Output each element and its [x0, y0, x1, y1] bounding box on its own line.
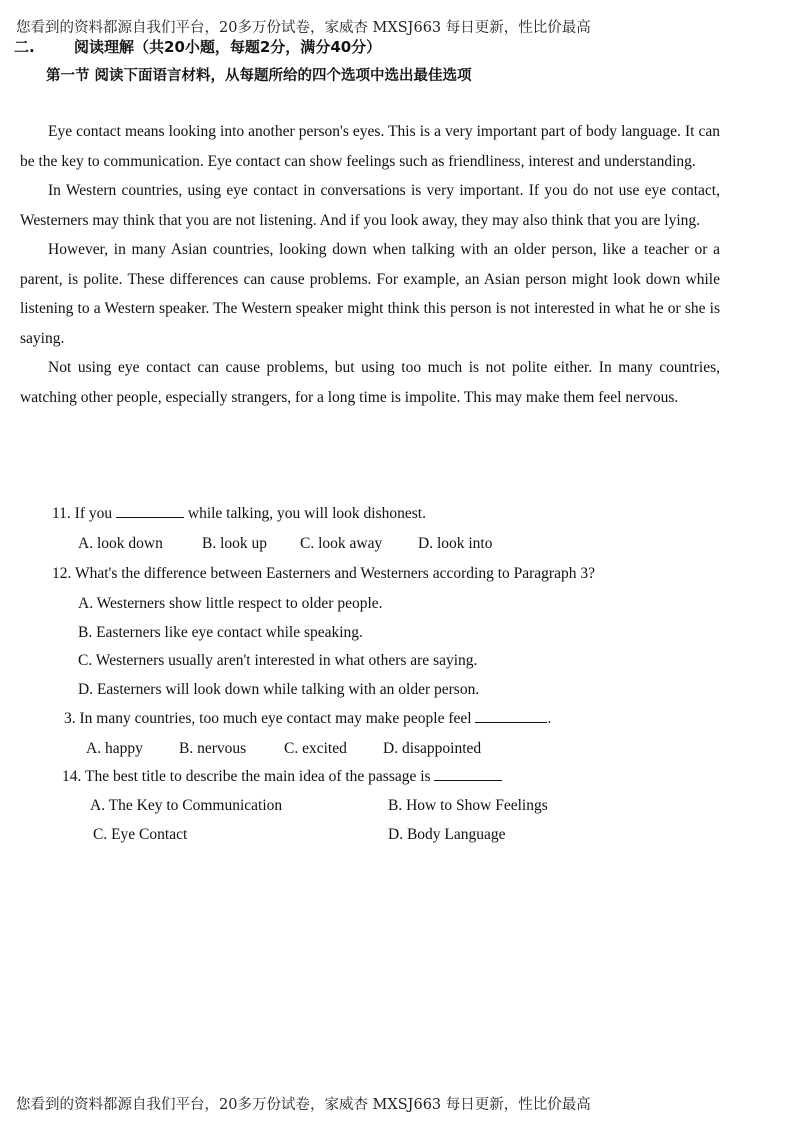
section-title: 阅读理解（共20小题，每题2分，满分40分）: [74, 38, 382, 56]
section-number: 二.: [14, 38, 35, 56]
option-d: D. Easterners will look down while talking with an older person.: [78, 681, 480, 698]
option-d: D. disappointed: [383, 740, 482, 757]
option-d: D. Body Language: [388, 826, 506, 843]
option-c: C. Eye Contact: [93, 826, 188, 843]
option-b: B. look up: [202, 535, 268, 552]
question-text: .: [547, 710, 552, 727]
question-text: 14. The best title to describe the main idea of the passage is: [62, 768, 431, 785]
question-text: while talking, you will look dishonest.: [187, 505, 426, 522]
question-12-stem: 12. What's the difference between Easterners and Westerners according to Paragraph 3?: [52, 565, 595, 582]
question-text: 3. In many countries, too much eye contact may make people feel: [64, 710, 472, 727]
answer-blank: [116, 505, 184, 518]
passage-paragraph-1: Eye contact means looking into another person's eyes. This is a very important part of body language. It can be the key to communication. Eye contact can show feelings such as friendliness, interest and understanding.: [20, 123, 720, 170]
option-c: C. Westerners usually aren't interested in what others are saying.: [78, 652, 478, 669]
answer-blank: [475, 710, 547, 723]
question-11-options: [78, 535, 493, 553]
option-b: B. Easterners like eye contact while speaking.: [78, 624, 363, 641]
question-11-stem: [52, 505, 426, 523]
watermark-banner-bottom: 您看到的资料都源自我们平台，20多万份试卷，家威杏 MXSJ663 每日更新，性比价最高: [16, 1097, 591, 1113]
option-c: C. excited: [284, 740, 347, 757]
passage-paragraph-2: In Western countries, using eye contact in conversations is very important. If you do not use eye contact, Westerners may think that you are not listening. And if you look away, they may also think that you are lying.: [20, 182, 720, 229]
question-14-stem: [62, 768, 502, 786]
watermark-banner-top: 您看到的资料都源自我们平台，20多万份试卷，家威杏 MXSJ663 每日更新，性比价最高: [16, 20, 591, 36]
option-b: B. nervous: [179, 740, 247, 757]
question-13-options: [86, 740, 481, 758]
passage-paragraph-3: However, in many Asian countries, looking down when talking with an older person, like a teacher or a parent, is polite. These differences can cause problems. For example, an Asian person might look down while listening to a Western speaker. The Western speaker might think this person is not interested in what he or she is saying.: [20, 241, 720, 347]
question-text: 11. If you: [52, 505, 113, 522]
option-b: B. How to Show Feelings: [388, 797, 548, 814]
option-c: C. look away: [300, 535, 383, 552]
option-a: A. look down: [78, 535, 163, 552]
section-heading: [14, 36, 381, 57]
answer-blank: [434, 768, 502, 781]
option-d: D. look into: [418, 535, 493, 552]
option-a: A. happy: [86, 740, 143, 757]
option-a: A. The Key to Communication: [90, 797, 283, 814]
reading-passage: [20, 117, 720, 412]
option-a: A. Westerners show little respect to older people.: [78, 595, 383, 612]
question-13-stem: [64, 710, 551, 728]
subsection-heading: 第一节 阅读下面语言材料，从每题所给的四个选项中选出最佳选项: [46, 68, 472, 84]
passage-paragraph-4: Not using eye contact can cause problems, but using too much is not polite either. In many countries, watching other people, especially strangers, for a long time is impolite. This may make them feel nervous.: [20, 359, 720, 406]
